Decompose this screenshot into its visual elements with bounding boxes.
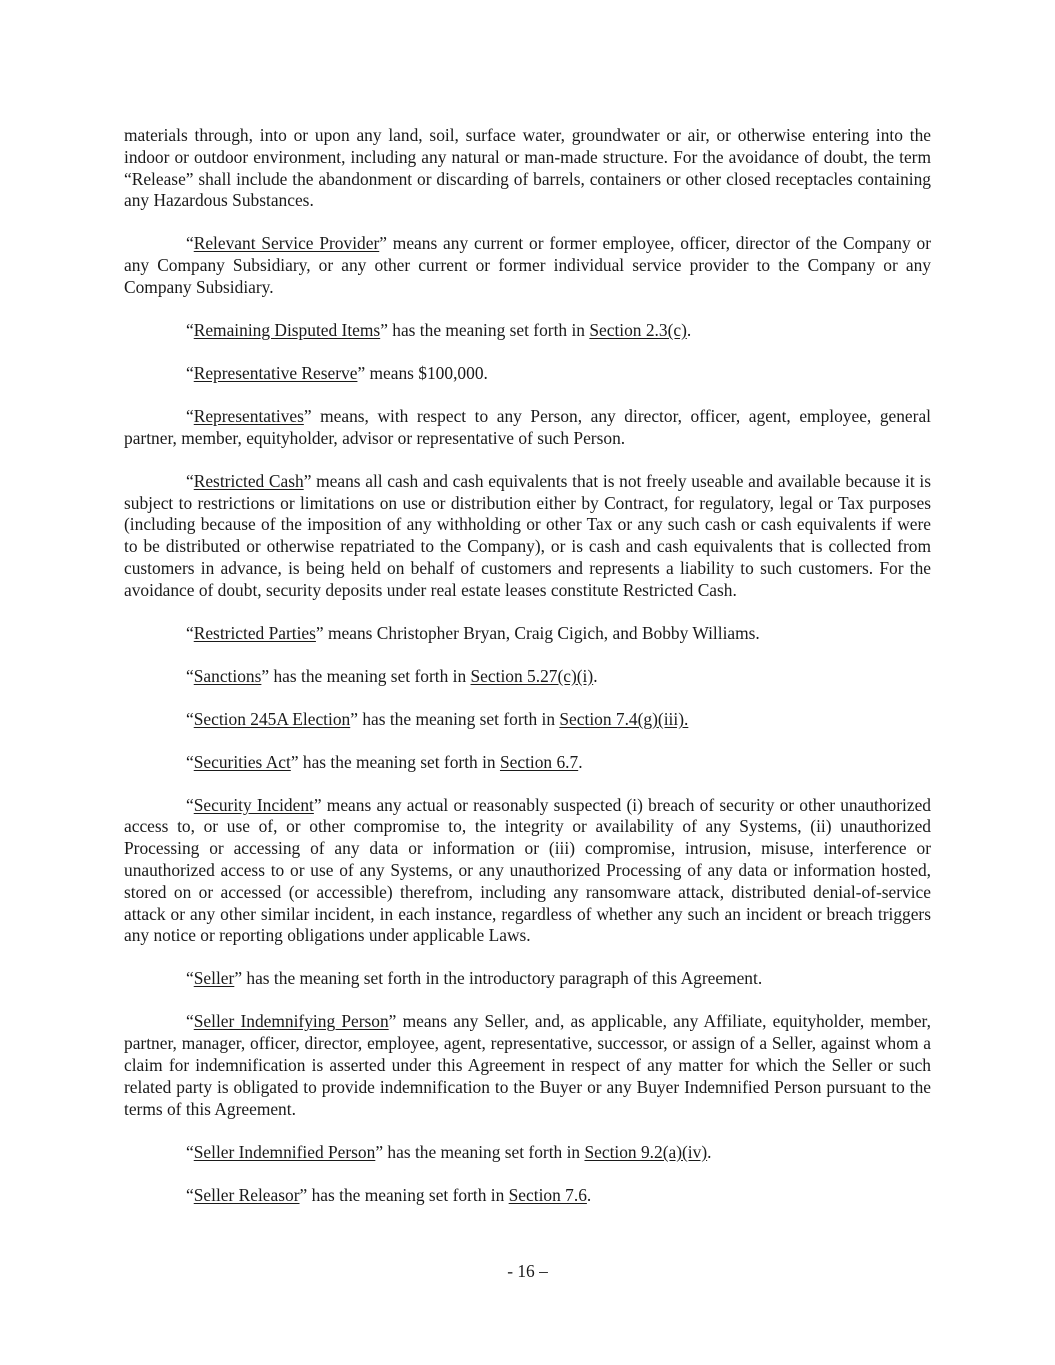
definition-seller-indemnifying-person: “Seller Indemnifying Person” means any Seller, and, as applicable, any Affiliate, equityholder, member, partner, manager, officer, director, employee, agent, representative, successor, or assign of a Seller, against whom a claim for indemnification is asserted under this Agreement in respect of any matter for which the Seller or such related party is obligated to provide indemnification to the Buyer or any Buyer Indemnified Person pursuant to the terms of this Agreement.	[124, 1011, 931, 1119]
definition-tail: .	[578, 751, 583, 772]
definition-section-245a-election: “Section 245A Election” has the meaning set forth in Section 7.4(g)(iii).	[186, 708, 689, 729]
section-reference-link[interactable]: Section 7.6	[508, 1184, 587, 1205]
definition-text: has the meaning set forth in	[269, 665, 471, 686]
defined-term: Seller Indemnifying Person	[193, 1011, 389, 1032]
definition-restricted-parties: “Restricted Parties” means Christopher Bryan, Craig Cigich, and Bobby Williams.	[186, 622, 760, 643]
definition-text: means any current or former employee, officer, director of the Company or any Company Subsidiary, or any other current or former individual service provider to the Company or any Company Subsidiary.	[124, 233, 931, 297]
definition-tail: .	[593, 665, 598, 686]
section-reference-link[interactable]: Section 2.3(c)	[589, 319, 687, 340]
definition-sanctions: “Sanctions” has the meaning set forth in Section 5.27(c)(i).	[186, 665, 598, 686]
definition-text: means $100,000.	[365, 362, 488, 383]
definition-security-incident: “Security Incident” means any actual or reasonably suspected (i) breach of security or other unauthorized access to, or use of, or other compromise to, the integrity or availability of any Systems, (ii) unauthorized Processing or accessing of any data or information or (iii) compromise, intrusion, misuse, interference or unauthorized access to or use of any Systems, or any unauthorized Processing of any data or information hosted, stored on or accessed (or accessible) therefrom, including any ransomware attack, distributed denial-of-service attack or any other similar incident, in each instance, regardless of whether any such an incident or breach triggers any notice or reporting obligations under applicable Laws.	[124, 794, 931, 946]
defined-term: Remaining Disputed Items	[193, 319, 381, 340]
defined-term: Restricted Parties	[193, 622, 316, 643]
section-reference-link[interactable]: Section 5.27(c)(i)	[470, 665, 594, 686]
section-reference-link[interactable]: Section 6.7	[499, 751, 579, 772]
definition-text: means all cash and cash equivalents that is not freely useable and available because it is subject to restrictions or limitations on use or distribution either by Contract, for regulatory, legal or Tax purposes (including because of the imposition of any withholding or other Tax or any such cash or cash equivalents if were to be distributed or otherwise repatriated to the Company), or is cash and cash equivalents that is collected from customers in advance, is being held on behalf of customers and represents a liability to such customers. For the avoidance of doubt, security deposits under real estate leases constitute Restricted Cash.	[124, 470, 931, 600]
definition-remaining-disputed-items: “Remaining Disputed Items” has the meaning set forth in Section 2.3(c).	[186, 319, 692, 340]
defined-term: Representatives	[193, 405, 304, 426]
definition-restricted-cash: “Restricted Cash” means all cash and cash equivalents that is not freely useable and available because it is subject to restrictions or limitations on use or distribution either by Contract, for regulatory, legal or Tax purposes (including because of the imposition of any withholding or other Tax or any such cash or cash equivalents if were to be distributed or otherwise repatriated to the Company), or is cash and cash equivalents that is collected from customers in advance, is being held on behalf of customers and represents a liability to such customers. For the avoidance of doubt, security deposits under real estate leases constitute Restricted Cash.	[124, 470, 931, 600]
definition-tail: .	[586, 1184, 592, 1205]
definition-seller-releasor: “Seller Releasor” has the meaning set forth in Section 7.6.	[186, 1184, 592, 1205]
defined-term: Section 245A Election	[193, 708, 351, 729]
definition-tail: .	[686, 319, 692, 340]
page-number: - 16 –	[507, 1261, 548, 1281]
defined-term: Representative Reserve	[193, 362, 358, 383]
defined-term: Seller Releasor	[193, 1184, 300, 1205]
document-page	[124, 125, 931, 1228]
definition-text: has the meaning set forth in	[307, 1184, 509, 1205]
definition-securities-act: “Securities Act” has the meaning set forth in Section 6.7.	[186, 751, 583, 772]
definition-tail: .	[707, 1141, 712, 1162]
defined-term: Sanctions	[193, 665, 262, 686]
definition-text: means Christopher Bryan, Craig Cigich, and Bobby Williams.	[323, 622, 760, 643]
section-reference-link[interactable]: Section 9.2(a)(iv)	[584, 1141, 708, 1162]
definition-text: has the meaning set forth in the introductory paragraph of this Agreement.	[242, 968, 763, 989]
definition-text: has the meaning set forth in	[383, 1141, 585, 1162]
defined-term: Seller	[193, 968, 235, 989]
definition-text: means, with respect to any Person, any director, officer, agent, employee, general partner, member, equityholder, advisor or representative of such Person.	[124, 405, 931, 448]
definition-text: has the meaning set forth in	[298, 751, 500, 772]
defined-term: Securities Act	[193, 751, 291, 772]
definition-text: has the meaning set forth in	[387, 319, 590, 340]
definition-representatives: “Representatives” means, with respect to any Person, any director, officer, agent, employee, general partner, member, equityholder, advisor or representative of such Person.	[124, 405, 931, 448]
section-reference-link[interactable]: Section 7.4(g)(iii).	[559, 708, 689, 729]
definition-representative-reserve: “Representative Reserve” means $100,000.	[186, 362, 488, 383]
definition-text: has the meaning set forth in	[357, 708, 560, 729]
intro-paragraph: materials through, into or upon any land, soil, surface water, groundwater or air, or otherwise entering into the indoor or outdoor environment, including any natural or man-made structure. For the avoidance of doubt, the term “Release” shall include the abandonment or discarding of barrels, containers or other closed receptacles containing any Hazardous Substances.	[124, 125, 931, 211]
definition-text: means any actual or reasonably suspected (i) breach of security or other unauthorized access to, or use of, or other compromise to, the integrity or availability of any Systems, (ii) unauthorized Processing or accessing of any data or information or (iii) compromise, intrusion, misuse, interference or unauthorized access to or use of any Systems, or any unauthorized Processing of any data or information hosted, stored on or accessed (or accessible) therefrom, including any ransomware attack, distributed denial-of-service attack or any other similar incident, in each instance, regardless of whether any such an incident or breach triggers any notice or reporting obligations under applicable Laws.	[124, 794, 931, 946]
defined-term: Relevant Service Provider	[193, 233, 380, 254]
defined-term: Seller Indemnified Person	[193, 1141, 376, 1162]
definition-text: means any Seller, and, as applicable, any Affiliate, equityholder, member, partner, manager, officer, director, employee, agent, representative, successor, or assign of a Seller, against whom a claim for indemnification is asserted under this Agreement in respect of any matter for which the Seller or such related party is obligated to provide indemnification to the Buyer or any Buyer Indemnified Person pursuant to the terms of this Agreement.	[124, 1011, 931, 1119]
definition-seller: “Seller” has the meaning set forth in the introductory paragraph of this Agreement.	[186, 968, 763, 989]
definition-seller-indemnified-person: “Seller Indemnified Person” has the meaning set forth in Section 9.2(a)(iv).	[186, 1141, 712, 1162]
defined-term: Restricted Cash	[193, 470, 304, 491]
defined-term: Security Incident	[193, 794, 314, 815]
definition-relevant-service-provider: “Relevant Service Provider” means any current or former employee, officer, director of the Company or any Company Subsidiary, or any other current or former individual service provider to the Company or any Company Subsidiary.	[124, 233, 931, 297]
